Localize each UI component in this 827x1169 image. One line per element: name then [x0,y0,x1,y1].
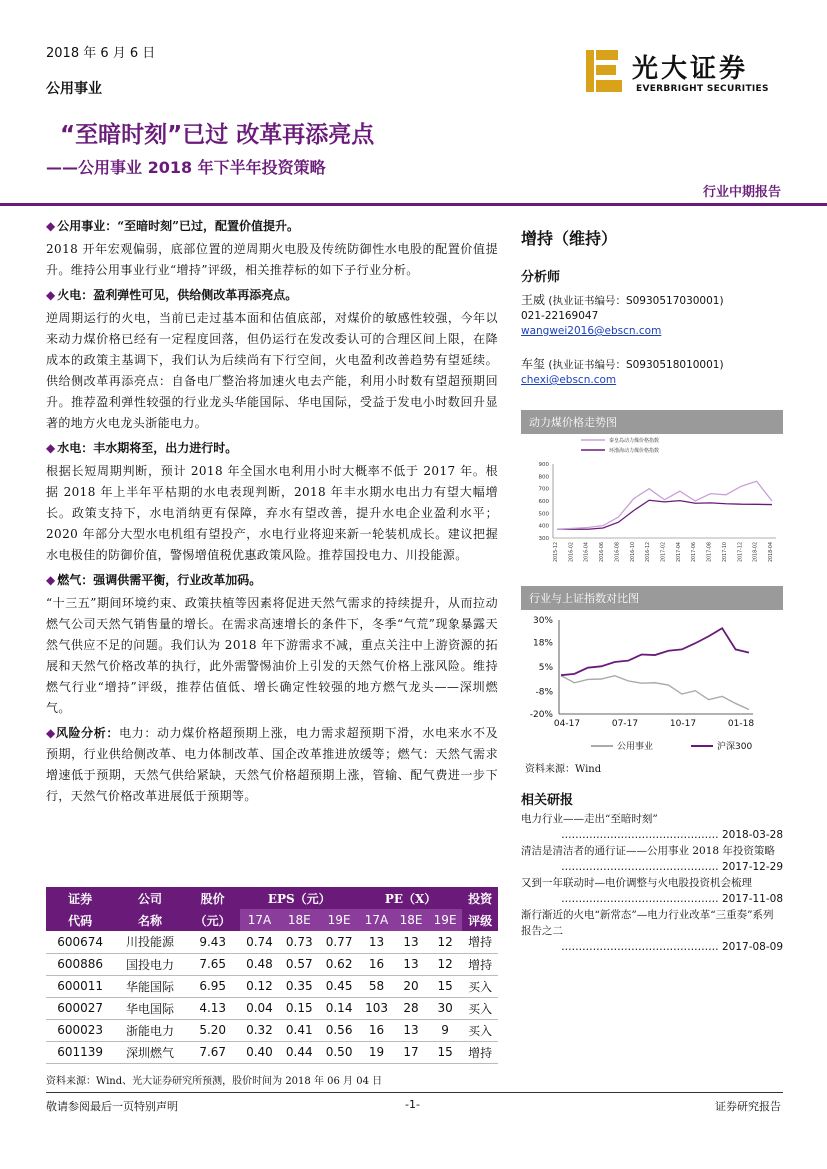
x-tick-label: 2016-06 [600,542,606,563]
table-header: 证券 [46,887,114,909]
table-cell: 58 [359,975,394,997]
page-subtitle: ——公用事业 2018 年下半年投资策略 [46,158,326,177]
table-cell: 600011 [46,975,114,997]
table-cell: 0.12 [240,975,280,997]
table-cell: 0.62 [319,953,359,975]
y-tick-label: 900 [538,462,549,468]
x-tick-label: 2017-04 [676,542,682,563]
table-cell: 买入 [462,975,498,997]
page-number: -1- [405,1098,420,1111]
y-tick-label: 700 [538,486,549,493]
table-cell: 买入 [462,997,498,1019]
table-cell: 0.15 [279,997,319,1019]
diamond-bullet-icon: ◆ [46,441,56,455]
table-row [46,1041,498,1063]
y-tick-label: 500 [538,511,549,518]
table-header: 代码 [46,909,114,931]
series-line [557,481,772,529]
table-cell: 15 [428,975,462,997]
related-heading: 相关研报 [521,793,574,808]
section-heading: 火电：盈利弹性可见，供给侧改革再添亮点。 [57,288,298,302]
section-body: 逆周期运行的火电，当前已走过基本面和估值底部，对煤价的敏感性较强，今年以来动力煤价格已经有一定程度回落，但仍运行在发改委认可的合理区间上限，在降成本的政策主基调下，我们认为后续尚有下行空间，火电盈利改善趋势有望延续。供给侧改革再添亮点：自备电厂整治将加速火电去产能，利用小时数有望超预期回升。推荐盈利弹性较强的行业龙头华能国际、华电国际，受益于发电小时数回升显著的地方火电龙头浙能电力。 [46,311,498,430]
section-body: 电力：动力煤价格超预期上涨，电力需求超预期下滑，水电来水不及预期，行业供给侧改革、电力体制改革、国企改革推进放缓等；燃气：天然气需求增速低于预期，天然气供给紧缺，天然气价格超预期上涨，管输、配气费进一步下行，天然气价格改革进展低于预期等。 [46,726,498,803]
related-report-date: ……………………………………… 2017-11-08 [561,893,783,905]
section-gas [46,570,498,719]
x-tick-label: 2017-06 [692,542,698,563]
footer-divider [46,1092,783,1093]
analyst-name: 王威 [521,293,546,307]
y-tick-label: 600 [538,499,549,505]
series-line [557,500,772,529]
table-cell: 600886 [46,953,114,975]
table-cell: 12 [428,931,462,953]
related-report-link[interactable]: 电力行业——走出“至暗时刻” [521,813,658,825]
table-cell: 0.44 [279,1041,319,1063]
table-cell: 0.41 [279,1019,319,1041]
report-date: 2018 年 6 月 6 日 [46,46,156,61]
section-thermal [46,285,498,434]
analyst-block [521,270,724,388]
company-logo [582,48,782,98]
report-type: 行业中期报告 [702,185,781,200]
footer-disclaimer: 敬请参阅最后一页特别声明 [46,1100,178,1113]
legend-label: 环渤海动力煤价格指数 [609,448,660,454]
table-cell: 600023 [46,1019,114,1041]
x-tick-label: 2017-08 [707,542,713,563]
section-heading: 公用事业：“至暗时刻”已过，配置价值提升。 [57,219,300,233]
section-heading: 燃气：强调供需平衡，行业改革加码。 [57,573,262,587]
table-cell: 0.50 [319,1041,359,1063]
table-cell: 28 [394,997,428,1019]
table-cell: 19 [359,1041,394,1063]
table-cell: 增持 [462,953,498,975]
x-tick-label: 2015-12 [554,542,559,563]
section-heading: 水电：丰水期将至，出力进行时。 [57,441,238,455]
table-cell: 0.45 [319,975,359,997]
table-cell: 9 [428,1019,462,1041]
table-cell: 601139 [46,1041,114,1063]
page-title: “至暗时刻”已过 改革再添亮点 [60,122,375,148]
table-header: （元） [186,909,240,931]
y-tick-label: 5% [538,663,553,673]
related-report-link[interactable]: 渐行渐近的火电“新常态”—电力行业改革“三重奏”系列报告之二 [521,909,774,937]
table-cell: 0.32 [240,1019,280,1041]
table-cell: 0.57 [279,953,319,975]
y-tick-label: -20% [529,710,553,720]
section-body: 2018 开年宏观偏弱，底部位置的逆周期火电股及传统防御性水电股的配置价值提升。维持公用事业行业“增持”评级，相关推荐标的如下子行业分析。 [46,242,498,277]
related-report-date: ……………………………………… 2018-03-28 [561,829,783,841]
table-header: EPS（元） [240,887,359,909]
section-risk [46,723,498,807]
x-tick-label: 2017-02 [661,542,667,563]
table-row [46,931,498,953]
table-body [46,931,498,1063]
x-tick-label: 2016-04 [584,542,590,563]
analyst-email-link[interactable]: chexi@ebscn.com [521,374,617,386]
analyst-email-link[interactable]: wangwei2016@ebscn.com [521,325,662,337]
table-header: 公司 [114,887,186,909]
table-row [46,1019,498,1041]
table-cell: 0.77 [319,931,359,953]
x-tick-label: 2016-12 [646,542,652,563]
related-report-date: ……………………………………… 2017-08-09 [561,941,783,953]
x-tick-label: 01-18 [727,719,755,729]
diamond-bullet-icon: ◆ [46,726,56,740]
x-tick-label: 2016-10 [630,542,636,563]
related-report-link[interactable]: 又到一年联动时—电价调整与火电股投资机会梳理 [521,877,752,889]
table-cell: 0.48 [240,953,280,975]
table-cell: 4.13 [186,997,240,1019]
x-tick-label: 2016-08 [615,542,621,563]
table-cell: 7.67 [186,1041,240,1063]
table-cell: 600674 [46,931,114,953]
table-cell: 浙能电力 [114,1019,186,1041]
related-report-date: ……………………………………… 2017-12-29 [561,861,783,873]
chart-source-note: 资料来源：Wind [525,764,602,775]
recommendation-table [46,887,498,1064]
related-list [521,811,783,955]
table-cell: 6.95 [186,975,240,997]
table-header: 评级 [462,909,498,931]
table-header: 18E [279,909,319,931]
legend-label: 沪深300 [717,742,753,752]
series-line [561,676,749,710]
chart-title: 动力煤价格走势图 [521,410,783,434]
table-header: PE（X） [359,887,462,909]
section-heading: 风险分析： [55,726,120,740]
table-cell: 0.40 [240,1041,280,1063]
logo-mark-icon [582,48,626,94]
x-tick-label: 2018-04 [769,542,774,563]
table-cell: 增持 [462,1041,498,1063]
table-cell: 0.73 [279,931,319,953]
table-source-note: 资料来源：Wind、光大证券研究所预测，股价时间为 2018 年 06 月 04 日 [46,1076,383,1087]
x-tick-label: 2017-12 [738,542,744,563]
table-header: 17A [359,909,394,931]
table-row [46,997,498,1019]
table-cell: 华能国际 [114,975,186,997]
summary-column [46,216,498,811]
analyst-cert: (执业证书编号：S0930517030001) [548,295,724,307]
table-cell: 9.43 [186,931,240,953]
series-line [561,628,749,675]
table-header: 股价 [186,887,240,909]
table-header: 19E [428,909,462,931]
y-tick-label: 300 [538,536,549,542]
y-tick-label: -8% [535,687,553,698]
table-cell: 20 [394,975,428,997]
table-cell: 12 [428,953,462,975]
y-tick-label: 400 [538,523,549,530]
table-cell: 0.04 [240,997,280,1019]
table-cell: 川投能源 [114,931,186,953]
analyst-heading: 分析师 [521,270,561,285]
index-comparison-chart [521,610,783,758]
table-cell: 7.65 [186,953,240,975]
analyst-cert: (执业证书编号：S0930518010001) [548,359,724,371]
section-utilities [46,216,498,281]
table-cell: 国投电力 [114,953,186,975]
x-tick-label: 04-17 [553,719,581,729]
header-divider [0,203,827,206]
table-cell: 0.74 [240,931,280,953]
table-header: 19E [319,909,359,931]
logo-text-cn: 光大证券 [632,54,749,84]
y-tick-label: 800 [538,474,549,481]
related-report-link[interactable]: 清洁是清洁者的通行证——公用事业 2018 年投资策略 [521,845,775,857]
table-cell: 15 [428,1041,462,1063]
table-header: 17A [240,909,280,931]
table-cell: 增持 [462,931,498,953]
table-cell: 深圳燃气 [114,1041,186,1063]
table-cell: 13 [394,1019,428,1041]
chart-title: 行业与上证指数对比图 [521,586,783,610]
table-cell: 103 [359,997,394,1019]
table-cell: 买入 [462,1019,498,1041]
x-tick-label: 07-17 [611,719,639,729]
table-cell: 13 [394,953,428,975]
diamond-bullet-icon: ◆ [46,573,56,587]
diamond-bullet-icon: ◆ [46,219,56,233]
table-cell: 华电国际 [114,997,186,1019]
y-tick-label: 18% [532,638,553,649]
related-reports [521,793,783,955]
rating-label: 增持（维持） [521,229,618,248]
y-tick-label: 30% [532,616,553,626]
x-tick-label: 2017-10 [722,542,728,563]
x-tick-label: 2016-02 [569,542,575,563]
analyst-phone: 021-22169047 [521,310,599,322]
table-cell: 16 [359,1019,394,1041]
table-header: 投资 [462,887,498,909]
x-tick-label: 10-17 [669,719,697,729]
section-hydro [46,438,498,566]
table-row [46,975,498,997]
legend-label: 秦皇岛动力煤价格指数 [609,438,660,444]
legend-label: 公用事业 [617,742,654,752]
sector-label: 公用事业 [46,81,102,97]
footer-label: 证券研究报告 [715,1100,781,1113]
table-cell: 30 [428,997,462,1019]
table-cell: 13 [359,931,394,953]
table-cell: 600027 [46,997,114,1019]
coal-price-chart [521,432,783,580]
table-cell: 0.35 [279,975,319,997]
section-body: “十三五”期间环境约束、政策扶植等因素将促进天然气需求的持续提升，从而拉动燃气公司天然气销售量的增长。在需求高速增长的条件下，冬季“气荒”现象暴露天然气供应不足的问题。我们认为 2018 年下游需求不减，重点关注中上游资源的拓展和天然气价格改革的执行，此外需警惕油价上引发的天然气价格上涨风险。维持燃气行业“增持”评级，推荐估值低、增长确定性较强的地方燃气龙头——深圳燃气。 [46,596,498,715]
table-header: 名称 [114,909,186,931]
table-cell: 0.14 [319,997,359,1019]
table-cell: 17 [394,1041,428,1063]
table-cell: 0.56 [319,1019,359,1041]
table-cell: 13 [394,931,428,953]
logo-text-en: EVERBRIGHT SECURITIES [636,84,769,94]
x-tick-label: 2018-02 [753,542,759,563]
table-header: 18E [394,909,428,931]
table-cell: 16 [359,953,394,975]
analyst-name: 车玺 [521,357,546,371]
table-cell: 5.20 [186,1019,240,1041]
table-row [46,953,498,975]
section-body: 根据长短周期判断，预计 2018 年全国水电利用小时大概率不低于 2017 年。根据 2018 年上半年平枯期的水电表现判断，2018 年丰水期水电出力有望大幅增长。政策支持下，水电消纳更有保障，弃水有望改善，提升水电企业盈利水平；2020 年部分大型水电机组有望投产，水电行业将迎来新一轮装机成长。建议把握水电极佳的防御价值，警惕增值税优惠政策风险。推荐国投电力、川投能源。 [46,464,498,562]
diamond-bullet-icon: ◆ [46,288,56,302]
